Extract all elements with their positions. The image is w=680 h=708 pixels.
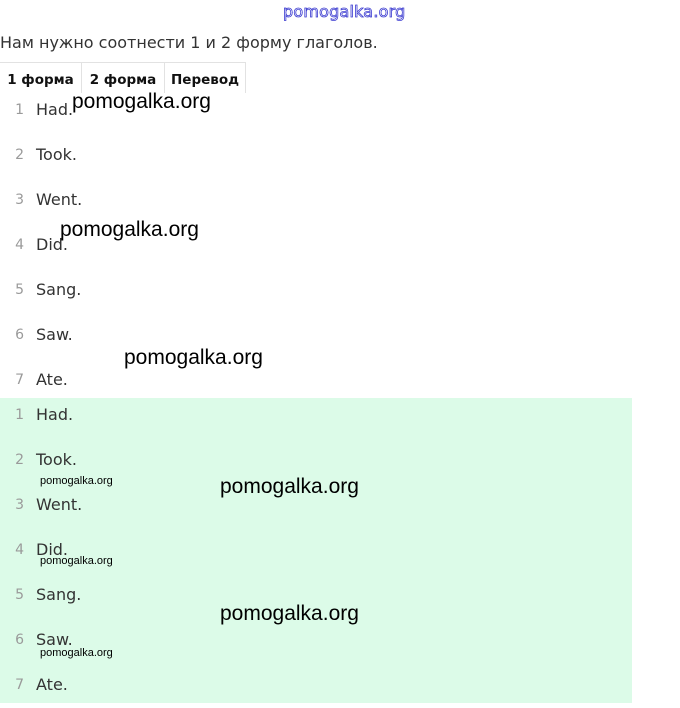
line-text: Sang. (36, 585, 82, 604)
code-line (0, 133, 632, 178)
line-number: 3 (15, 497, 24, 513)
line-text: Had. (36, 100, 74, 119)
watermark-text-small: pomogalka.org (40, 555, 113, 567)
line-text: Took. (36, 145, 77, 164)
code-block-second (0, 393, 632, 708)
column-header-translation: Перевод (165, 63, 246, 93)
line-text: Saw. (36, 630, 73, 649)
line-number: 4 (15, 542, 24, 558)
line-number: 3 (15, 192, 24, 208)
line-number: 6 (15, 327, 24, 343)
line-number: 5 (15, 587, 24, 603)
line-number: 6 (15, 632, 24, 648)
code-line (0, 178, 632, 223)
code-line (0, 393, 632, 438)
line-text: Went. (36, 190, 83, 209)
watermark-text: pomogalka.org (60, 218, 199, 241)
watermark-text: pomogalka.org (220, 475, 359, 498)
code-line (0, 663, 632, 708)
watermark-text-small: pomogalka.org (40, 475, 113, 487)
line-number: 2 (15, 452, 24, 468)
line-number: 5 (15, 282, 24, 298)
code-line (0, 313, 632, 358)
line-number: 7 (15, 677, 24, 693)
line-text: Saw. (36, 325, 73, 344)
line-text: Ate. (36, 675, 68, 694)
line-text: Ate. (36, 370, 68, 389)
task-intro-text: Нам нужно соотнести 1 и 2 форму глаголов. (0, 33, 378, 52)
code-line (0, 268, 632, 313)
site-watermark-logo: pomogalka.org (283, 2, 406, 21)
line-number: 1 (15, 102, 24, 118)
watermark-text-small: pomogalka.org (40, 647, 113, 659)
watermark-text: pomogalka.org (124, 346, 263, 369)
line-text: Sang. (36, 280, 82, 299)
line-number: 2 (15, 147, 24, 163)
line-text: Did. (36, 540, 69, 559)
watermark-text: pomogalka.org (72, 90, 211, 113)
line-number: 1 (15, 407, 24, 423)
line-number: 4 (15, 237, 24, 253)
line-text: Took. (36, 450, 77, 469)
line-number: 7 (15, 372, 24, 388)
column-header-second-form: 2 форма (82, 63, 165, 93)
watermark-text: pomogalka.org (220, 602, 359, 625)
line-text: Went. (36, 495, 83, 514)
code-block-first (0, 88, 632, 403)
line-text: Had. (36, 405, 74, 424)
line-text: Did. (36, 235, 69, 254)
column-header-first-form: 1 форма (0, 63, 82, 93)
